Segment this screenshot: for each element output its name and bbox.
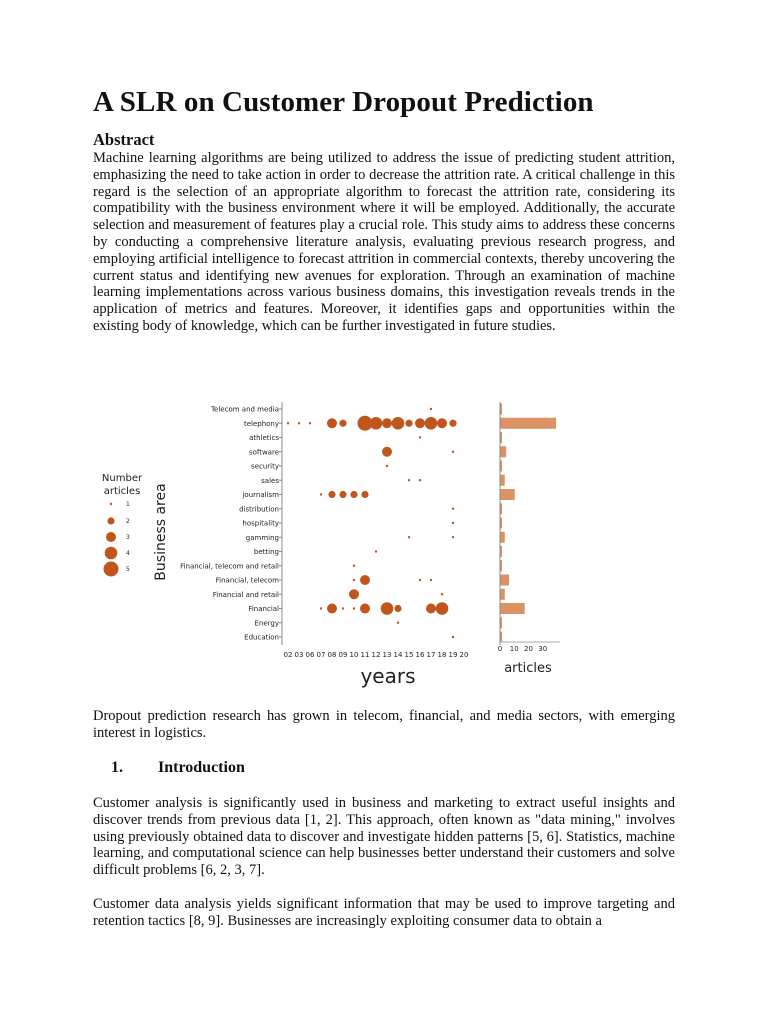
y-tick-label: security: [251, 462, 279, 471]
y-tick-label: journalism: [242, 491, 279, 499]
bar: [501, 560, 503, 571]
size-legend-bubble: [105, 547, 118, 560]
bar: [501, 518, 503, 529]
section-title: Introduction: [158, 759, 245, 776]
y-tick-label: Energy: [254, 619, 279, 628]
bar: [501, 432, 503, 443]
data-bubble: [430, 579, 432, 581]
x-tick-label: 20: [459, 651, 469, 659]
data-bubble: [419, 579, 421, 581]
size-legend-title-2: articles: [103, 486, 141, 497]
intro-paragraph: Customer analysis is significantly used in business and marketing to extract useful insights and discover trends from previous data [1, 2]. This approach, often known as "data mining," involves using previously obtained data to discover and investigate hidden patterns [5, 6]. Statistics, machine learning, and computational science can help businesses better understand their customers and solve difficult problems [6, 2, 3, 7].: [93, 795, 675, 879]
x-tick-label: 17: [426, 651, 436, 659]
data-bubble: [350, 491, 357, 498]
data-bubble: [361, 491, 368, 498]
data-bubble: [320, 493, 322, 495]
bar: [501, 404, 503, 415]
bar: [501, 418, 557, 429]
x-tick-label: 03: [294, 651, 304, 659]
size-legend-bubble: [110, 503, 112, 505]
data-bubble: [309, 422, 311, 424]
y-tick-label: Education: [244, 633, 279, 642]
data-bubble: [449, 420, 456, 427]
x-tick-label: 15: [404, 651, 414, 659]
y-tick-label: Financial, telecom: [215, 576, 279, 585]
y-tick-label: software: [248, 448, 279, 457]
y-tick-label: telephony: [243, 419, 279, 428]
bar: [501, 575, 510, 586]
paper-title: A SLR on Customer Dropout Prediction: [93, 86, 594, 118]
y-tick-label: sales: [261, 476, 279, 485]
x-tick-label: 19: [448, 651, 458, 659]
bar: [501, 532, 505, 543]
data-bubble: [441, 593, 443, 595]
data-bubble: [327, 418, 337, 428]
bar: [501, 632, 503, 643]
x-tick-label: 14: [393, 651, 403, 659]
data-bubble: [342, 607, 344, 609]
data-bubble: [394, 605, 401, 612]
data-bubble: [452, 636, 454, 638]
bar-x-tick-label: 10: [509, 645, 519, 653]
data-bubble: [382, 418, 392, 428]
bar: [501, 475, 505, 486]
x-tick-label: 11: [360, 651, 370, 659]
data-bubble: [452, 451, 454, 453]
data-bubble: [386, 465, 388, 467]
size-legend-label: 3: [126, 534, 130, 541]
y-tick-label: Financial: [248, 605, 279, 613]
x-tick-label: 07: [316, 651, 326, 659]
size-legend-bubble: [107, 517, 114, 524]
size-legend-bubble: [106, 532, 116, 542]
data-bubble: [382, 447, 392, 457]
data-bubble: [408, 479, 410, 481]
data-bubble: [339, 491, 346, 498]
bar: [501, 503, 503, 514]
y-axis-label: Business area: [153, 483, 169, 581]
data-bubble: [353, 607, 355, 609]
data-bubble: [375, 550, 377, 552]
section-heading-introduction: [111, 759, 245, 777]
bar-x-tick-label: 0: [497, 645, 503, 653]
data-bubble: [415, 418, 425, 428]
y-tick-label: Financial, telecom and retail: [180, 562, 279, 571]
data-bubble: [287, 422, 289, 424]
x-axis-label: years: [360, 664, 416, 688]
y-tick-label: Financial and retail: [212, 590, 279, 599]
x-tick-label: 10: [349, 651, 359, 659]
data-bubble: [358, 416, 373, 431]
size-legend-bubble: [104, 562, 119, 577]
bar: [501, 446, 507, 457]
bar-x-tick-label: 30: [538, 645, 548, 653]
data-bubble: [370, 417, 383, 430]
x-tick-label: 16: [415, 651, 425, 659]
data-bubble: [408, 536, 410, 538]
data-bubble: [419, 479, 421, 481]
data-bubble: [381, 602, 394, 615]
y-tick-label: gamming: [245, 533, 279, 542]
abstract-heading: Abstract: [93, 130, 155, 149]
x-tick-label: 08: [327, 651, 337, 659]
data-bubble: [349, 589, 359, 599]
data-bubble: [452, 536, 454, 538]
size-legend-title-1: Number: [101, 473, 143, 484]
y-tick-label: hospitality: [242, 519, 279, 528]
bar: [501, 589, 505, 600]
abstract-text: Machine learning algorithms are being utilized to address the issue of predicting student attrition, emphasizing the need to take action in order to decrease the attrition rate. A critical challenge in this regard is the selection of an appropriate algorithm to forecast the attrition rate, considering its compatibility with the business environment where it will be employed. Additionally, the accurate selection and measurement of features play a crucial role. This study aims to address these concerns by conducting a comprehensive literature analysis, evaluating previous research progress, and employing artificial intelligence to forecast attrition in commercial contexts, thereby uncovering the current status and identifying new avenues for exploration. Through an examination of machine learning implementations across various business domains, this investigation reveals trends in the application of metrics and features. Moreover, it identifies gaps and opportunities within the existing body of knowledge, which can be further investigated in future studies.: [93, 150, 675, 334]
data-bubble: [328, 491, 335, 498]
data-bubble: [436, 602, 449, 615]
data-bubble: [298, 422, 300, 424]
data-bubble: [353, 579, 355, 581]
x-tick-label: 02: [283, 651, 293, 659]
data-bubble: [452, 522, 454, 524]
bar: [501, 489, 515, 500]
data-bubble: [360, 604, 370, 614]
bar-axis-label: articles: [504, 661, 552, 676]
data-bubble: [452, 508, 454, 510]
bar-x-tick-label: 20: [524, 645, 533, 653]
size-legend-label: 1: [126, 501, 130, 508]
data-bubble: [426, 604, 436, 614]
data-bubble: [405, 420, 412, 427]
y-tick-label: Telecom and media: [210, 405, 279, 414]
bar: [501, 546, 503, 557]
data-bubble: [397, 622, 399, 624]
intro-paragraph: Customer data analysis yields significant information that may be used to improve targeting and retention tactics [8, 9]. Businesses are increasingly exploiting consumer data to obtain a: [93, 896, 675, 929]
section-number: 1.: [111, 759, 123, 776]
bar: [501, 461, 503, 472]
data-bubble: [327, 604, 337, 614]
x-tick-label: 18: [437, 651, 447, 659]
y-tick-label: athletics: [249, 434, 279, 442]
data-bubble: [320, 607, 322, 609]
x-tick-label: 13: [382, 651, 392, 659]
data-bubble: [360, 575, 370, 585]
y-tick-label: betting: [253, 548, 279, 556]
data-bubble: [419, 436, 421, 438]
y-tick-label: distribution: [239, 505, 279, 514]
size-legend-label: 4: [126, 550, 130, 557]
figure-caption: Dropout prediction research has grown in telecom, financial, and media sectors, with emerging interest in logistics.: [93, 708, 675, 741]
bar: [501, 603, 525, 614]
size-legend-label: 5: [126, 566, 130, 573]
bar: [501, 617, 503, 628]
data-bubble: [353, 565, 355, 567]
data-bubble: [425, 417, 438, 430]
x-tick-label: 12: [371, 651, 381, 659]
data-bubble: [339, 420, 346, 427]
data-bubble: [430, 408, 432, 410]
x-tick-label: 09: [338, 651, 348, 659]
data-bubble: [437, 418, 447, 428]
size-legend-label: 2: [126, 518, 130, 525]
data-bubble: [392, 417, 405, 430]
x-tick-label: 06: [305, 651, 315, 659]
